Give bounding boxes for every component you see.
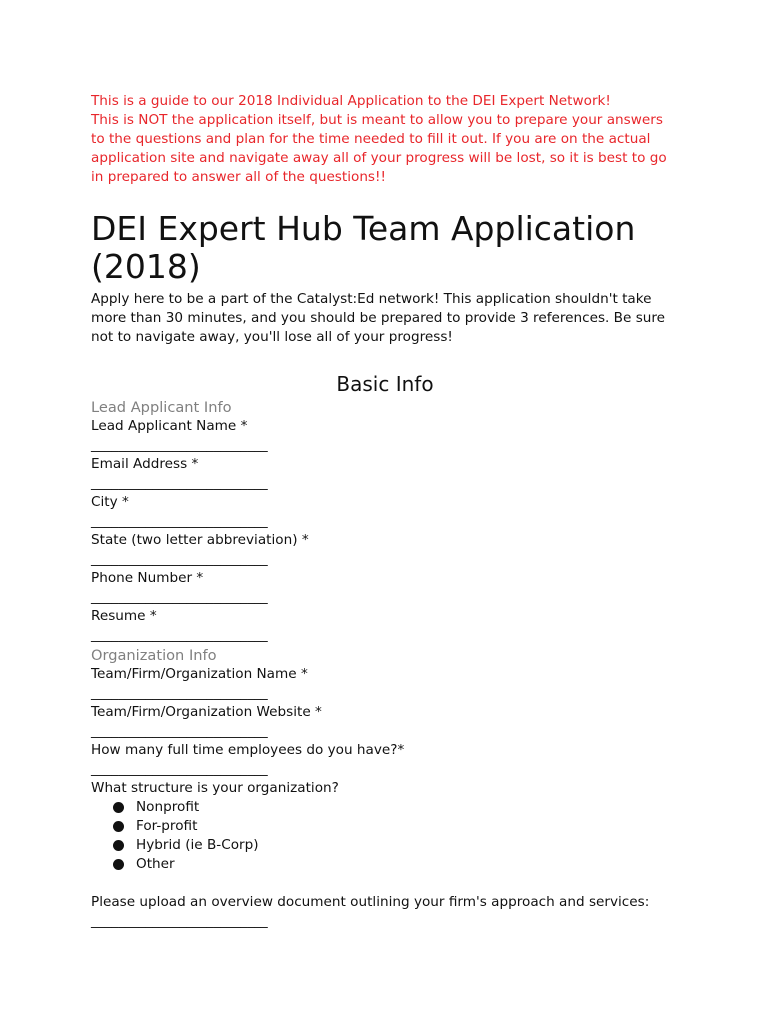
guide-line: This is a guide to our 2018 Individual Application to the DEI Expert Network! [91,93,611,109]
bullet-icon [113,802,124,813]
guide-line: This is NOT the application itself, but is meant to allow you to prepare your answers [91,112,663,128]
field-city [91,493,691,531]
page-title-line: (2018) [91,247,201,286]
field-organization-structure [91,779,691,874]
intro-text [91,290,691,347]
option-label: Other [136,856,175,872]
field-organization-name [91,665,691,703]
field-label: Lead Applicant Name * [91,418,248,434]
field-label: How many full time employees do you have?* [91,742,405,758]
field-label: Team/Firm/Organization Website * [91,704,322,720]
field-overview-upload [91,893,691,931]
option-label: Hybrid (ie B-Corp) [136,837,259,853]
field-organization-website [91,703,691,741]
guide-line: in prepared to answer all of the questions!! [91,169,386,185]
subheading-organization: Organization Info [91,647,217,664]
answer-line[interactable]: __________________________ [91,723,268,739]
structure-option[interactable] [113,836,691,855]
intro-line: more than 30 minutes, and you should be prepared to provide 3 references. Be sure [91,310,666,326]
option-label: Nonprofit [136,799,200,815]
application-guide-page [91,92,691,931]
answer-line[interactable]: __________________________ [91,913,268,929]
answer-line[interactable]: __________________________ [91,761,268,777]
field-email-address [91,455,691,493]
guide-line: application site and navigate away all of your progress will be lost, so it is best to go [91,150,667,166]
field-label: Resume * [91,608,157,624]
answer-line[interactable]: __________________________ [91,627,268,643]
intro-line: not to navigate away, you'll lose all of your progress! [91,329,453,345]
structure-option[interactable] [113,817,691,836]
field-phone-number [91,569,691,607]
structure-options-list [91,798,691,874]
field-label: What structure is your organization? [91,780,339,796]
answer-line[interactable]: __________________________ [91,437,268,453]
field-label: Team/Firm/Organization Name * [91,666,308,682]
bullet-icon [113,821,124,832]
field-label: Phone Number * [91,570,204,586]
field-resume [91,607,691,645]
bullet-icon [113,859,124,870]
field-label: City * [91,494,129,510]
field-lead-applicant-name [91,417,691,455]
answer-line[interactable]: __________________________ [91,685,268,701]
field-label: Email Address * [91,456,199,472]
bullet-icon [113,840,124,851]
field-label: Please upload an overview document outlining your firm's approach and services: [91,894,650,910]
section-heading-basic-info: Basic Info [336,372,434,396]
option-label: For-profit [136,818,198,834]
intro-line: Apply here to be a part of the Catalyst:Ed network! This application shouldn't take [91,291,652,307]
answer-line[interactable]: __________________________ [91,589,268,605]
page-title-line: DEI Expert Hub Team Application [91,209,636,248]
field-state [91,531,691,569]
answer-line[interactable]: __________________________ [91,475,268,491]
answer-line[interactable]: __________________________ [91,513,268,529]
guide-line: to the questions and plan for the time needed to fill it out. If you are on the actual [91,131,651,147]
structure-option[interactable] [113,798,691,817]
field-label: State (two letter abbreviation) * [91,532,309,548]
field-employee-count [91,741,691,779]
guide-notice [91,92,691,187]
page-title [91,210,691,286]
subheading-lead-applicant: Lead Applicant Info [91,399,232,416]
structure-option[interactable] [113,855,691,874]
answer-line[interactable]: __________________________ [91,551,268,567]
